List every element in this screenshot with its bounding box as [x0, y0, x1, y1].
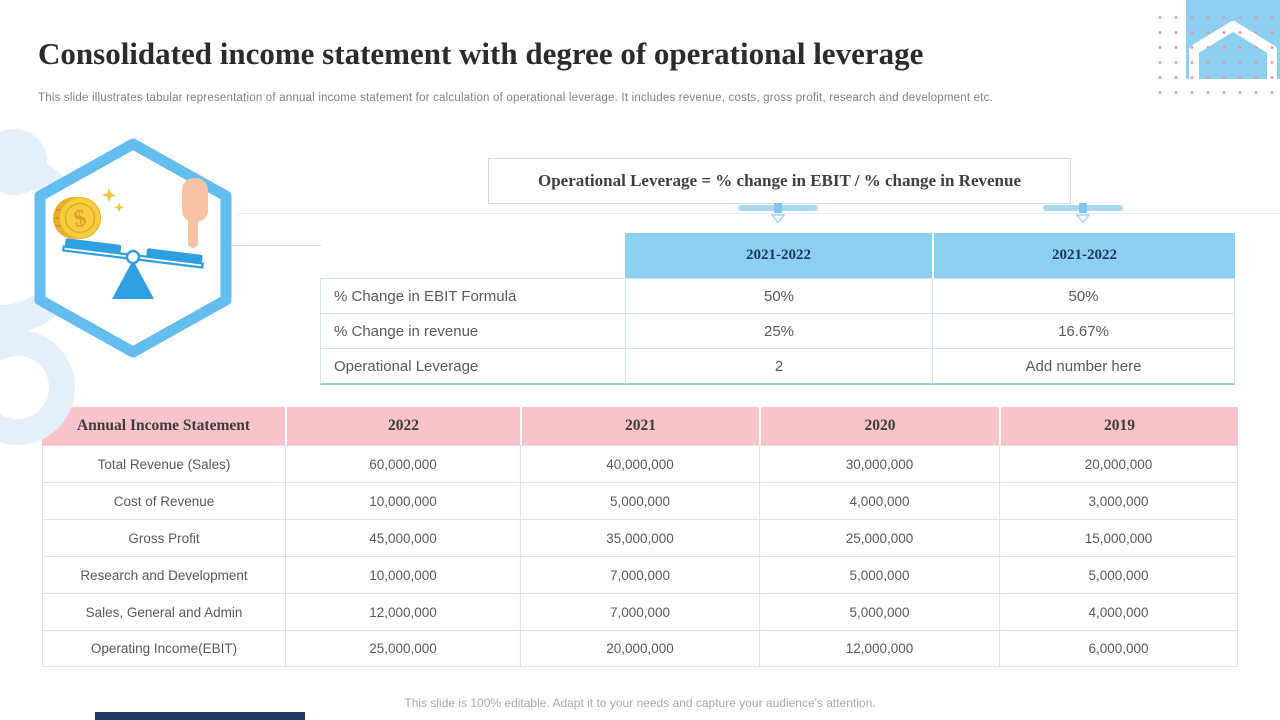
dots-pattern: [1149, 7, 1279, 99]
income-cell: 15,000,000: [999, 519, 1238, 556]
connector-line: [229, 245, 321, 246]
income-cell: 60,000,000: [285, 445, 520, 482]
income-cell: 3,000,000: [999, 482, 1238, 519]
income-cell: 45,000,000: [285, 519, 520, 556]
income-header-year: 2019: [999, 407, 1238, 445]
leverage-table-corner: [320, 233, 625, 278]
income-row-label: Sales, General and Admin: [42, 593, 285, 630]
leverage-cell: 25%: [625, 313, 932, 348]
leverage-cell: 16.67%: [932, 313, 1235, 348]
income-table: [42, 407, 1238, 667]
income-header-year: 2021: [520, 407, 759, 445]
income-cell: 20,000,000: [520, 630, 759, 667]
leverage-row-label: % Change in revenue: [320, 313, 625, 348]
leverage-table: [320, 233, 1235, 385]
income-cell: 10,000,000: [285, 482, 520, 519]
navy-bar-decoration: [95, 712, 305, 720]
leverage-column-header-1: 2021-2022: [625, 233, 932, 278]
income-cell: 12,000,000: [759, 630, 999, 667]
income-cell: 4,000,000: [999, 593, 1238, 630]
income-row-label: Research and Development: [42, 556, 285, 593]
slide-title: Consolidated income statement with degree of operational leverage: [38, 36, 924, 71]
income-row-label: Operating Income(EBIT): [42, 630, 285, 667]
income-cell: 5,000,000: [759, 556, 999, 593]
leverage-row-label: % Change in EBIT Formula: [320, 278, 625, 313]
leverage-cell: 2: [625, 348, 932, 385]
income-header-title: Annual Income Statement: [42, 407, 285, 445]
balance-scale-icon: [30, 136, 236, 360]
income-header-year: 2022: [285, 407, 520, 445]
leverage-cell-placeholder[interactable]: Add number here: [932, 348, 1235, 385]
income-row-label: Cost of Revenue: [42, 482, 285, 519]
income-cell: 5,000,000: [520, 482, 759, 519]
slider-marker-icon: [1038, 203, 1128, 229]
income-cell: 10,000,000: [285, 556, 520, 593]
leverage-cell: 50%: [932, 278, 1235, 313]
svg-text:$: $: [71, 205, 89, 233]
income-cell: 5,000,000: [759, 593, 999, 630]
leverage-column-header-2: 2021-2022: [932, 233, 1235, 278]
income-row-label: Total Revenue (Sales): [42, 445, 285, 482]
income-cell: 40,000,000: [520, 445, 759, 482]
income-cell: 30,000,000: [759, 445, 999, 482]
formula-box: Operational Leverage = % change in EBIT / % change in Revenue: [488, 158, 1071, 204]
income-cell: 35,000,000: [520, 519, 759, 556]
income-cell: 6,000,000: [999, 630, 1238, 667]
slider-marker-icon: [733, 203, 823, 229]
income-header-year: 2020: [759, 407, 999, 445]
income-cell: 12,000,000: [285, 593, 520, 630]
income-cell: 25,000,000: [759, 519, 999, 556]
coin-icon: [53, 197, 101, 239]
income-cell: 7,000,000: [520, 556, 759, 593]
leverage-cell: 50%: [625, 278, 932, 313]
income-cell: 7,000,000: [520, 593, 759, 630]
income-cell: 4,000,000: [759, 482, 999, 519]
slide-subtitle: This slide illustrates tabular representation of annual income statement for calculation of operational leverage. It includes revenue, costs, gross profit, research and development etc.: [38, 92, 993, 104]
income-row-label: Gross Profit: [42, 519, 285, 556]
leverage-row-label: Operational Leverage: [320, 348, 625, 385]
footer-note: This slide is 100% editable. Adapt it to your needs and capture your audience's attention.: [404, 696, 876, 710]
income-cell: 25,000,000: [285, 630, 520, 667]
income-cell: 5,000,000: [999, 556, 1238, 593]
income-cell: 20,000,000: [999, 445, 1238, 482]
